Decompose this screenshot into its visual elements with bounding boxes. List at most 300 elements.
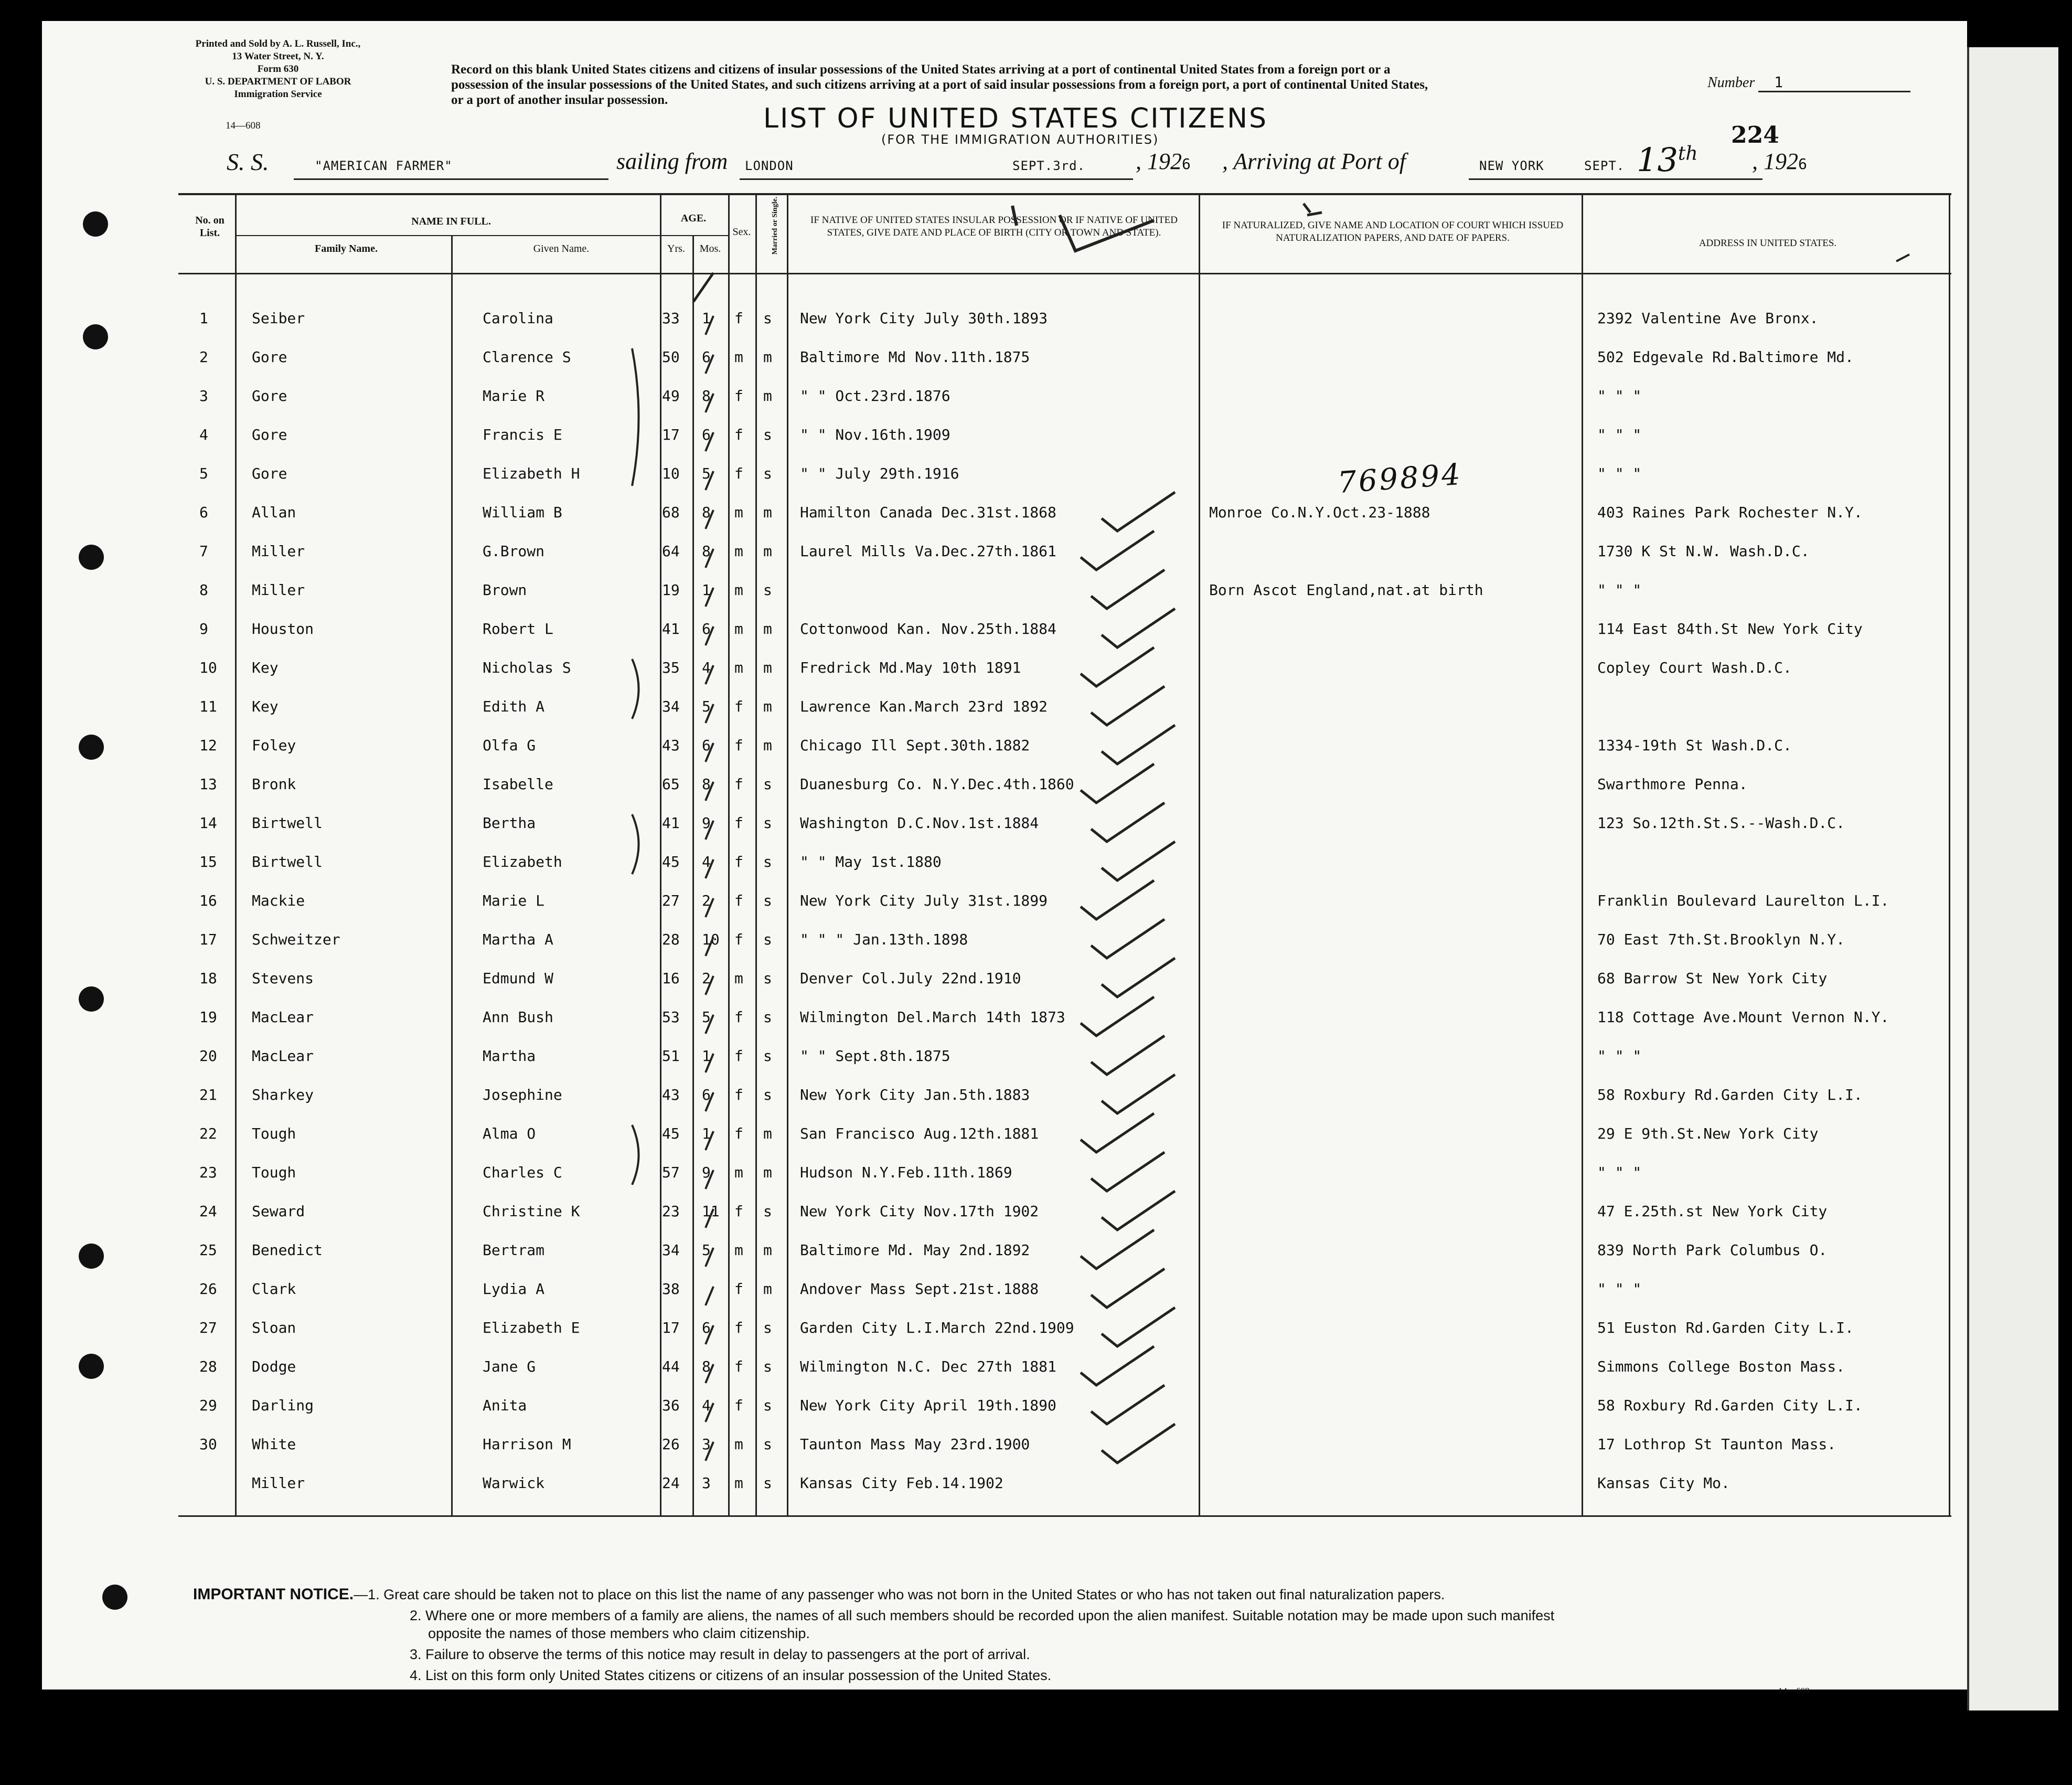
cell-yrs: 23 [662, 1203, 680, 1220]
cell-marital: s [763, 1319, 772, 1336]
cell-marital: s [763, 1047, 772, 1065]
cell-marital: s [763, 970, 772, 987]
cell-family: Mackie [252, 892, 305, 909]
pencil-checkmark [1081, 1230, 1154, 1269]
age-tick-mark [706, 937, 713, 956]
cell-marital: s [763, 775, 772, 793]
cell-yrs: 51 [662, 1047, 680, 1065]
cell-address: 58 Roxbury Rd.Garden City L.I. [1597, 1086, 1863, 1103]
header-family-name: Family Name. [315, 243, 378, 254]
pencil-checkmark [1081, 1346, 1154, 1385]
cell-birth: Taunton Mass May 23rd.1900 [800, 1436, 1030, 1453]
cell-no: 5 [199, 465, 208, 482]
cell-given: Olfa G [483, 737, 536, 754]
cell-marital: m [763, 1241, 772, 1259]
cell-no: 27 [199, 1319, 217, 1336]
cell-yrs: 16 [662, 970, 680, 987]
cell-sex: f [734, 387, 743, 405]
cell-family: Clark [252, 1280, 296, 1298]
header-yrs: Yrs. [667, 243, 685, 254]
cell-marital: s [763, 1397, 772, 1414]
cell-yrs: 53 [662, 1008, 680, 1026]
cell-marital: m [763, 387, 772, 405]
cell-mos: 5 [702, 1241, 711, 1259]
cell-address: 1730 K St N.W. Wash.D.C. [1597, 543, 1810, 560]
cell-given: Harrison M [483, 1436, 571, 1453]
cell-family: Miller [252, 543, 305, 560]
cell-given: Elizabeth E [483, 1319, 580, 1336]
cell-given: Nicholas S [483, 659, 571, 676]
cell-given: Brown [483, 581, 527, 599]
cell-mos: 3 [702, 1474, 711, 1492]
cell-given: Charles C [483, 1164, 562, 1181]
header-mos: Mos. [699, 243, 721, 254]
cell-mos: 2 [702, 892, 711, 909]
cell-sex: f [734, 931, 743, 948]
cell-marital: s [763, 1474, 772, 1492]
cell-address: " " " [1597, 426, 1642, 443]
cell-family: Tough [252, 1164, 296, 1181]
cell-mos: 4 [702, 659, 711, 676]
cell-family: Sharkey [252, 1086, 314, 1103]
cell-family: Allan [252, 504, 296, 521]
important-notice [193, 1586, 1554, 1684]
cell-mos: 1 [702, 581, 711, 599]
cell-family: Key [252, 659, 279, 676]
cell-no: 6 [199, 504, 208, 521]
age-tick-mark [706, 432, 713, 451]
age-tick-mark [706, 859, 713, 878]
pencil-checkmark [1102, 609, 1175, 647]
cell-family: Foley [252, 737, 296, 754]
cell-address: Franklin Boulevard Laurelton L.I. [1597, 892, 1889, 909]
cell-yrs: 34 [662, 698, 680, 715]
cell-marital: m [763, 504, 772, 521]
cell-address: Copley Court Wash.D.C. [1597, 659, 1792, 676]
cell-address: 1334-19th St Wash.D.C. [1597, 737, 1792, 754]
cell-given: Marie L [483, 892, 545, 909]
cell-no: 29 [199, 1397, 217, 1414]
cell-mos: 5 [702, 465, 711, 482]
cell-address: " " " [1597, 1047, 1642, 1065]
cell-given: Marie R [483, 387, 545, 405]
age-tick-mark [706, 394, 713, 412]
cell-sex: f [734, 1280, 743, 1298]
cell-birth: " " Oct.23rd.1876 [800, 387, 950, 405]
pencil-checkmark [1081, 997, 1154, 1036]
pencil-checkmark [1091, 686, 1165, 725]
cell-family: Stevens [252, 970, 314, 987]
pencil-checkmark [1102, 842, 1175, 880]
cell-yrs: 38 [662, 1280, 680, 1298]
cell-birth: Fredrick Md.May 10th 1891 [800, 659, 1021, 676]
cell-family: MacLear [252, 1047, 314, 1065]
cell-sex: f [734, 465, 743, 482]
cell-no: 3 [199, 387, 208, 405]
cell-given: Jane G [483, 1358, 536, 1375]
cell-no: 13 [199, 775, 217, 793]
cell-family: Seward [252, 1203, 305, 1220]
cell-mos: 6 [702, 426, 711, 443]
family-bracket [632, 814, 639, 874]
cell-mos: 8 [702, 504, 711, 521]
cell-no: 20 [199, 1047, 217, 1065]
cell-family: Sloan [252, 1319, 296, 1336]
cell-no: 15 [199, 853, 217, 870]
cell-birth: San Francisco Aug.12th.1881 [800, 1125, 1039, 1142]
cell-birth: Cottonwood Kan. Nov.25th.1884 [800, 620, 1056, 638]
cell-yrs: 17 [662, 1319, 680, 1336]
age-tick-mark [706, 1364, 713, 1383]
cell-address: Swarthmore Penna. [1597, 775, 1748, 793]
sailing-label: sailing from [616, 148, 728, 174]
cell-no: 17 [199, 931, 217, 948]
cell-birth: New York City July 30th.1893 [800, 310, 1048, 327]
cell-address: 839 North Park Columbus O. [1597, 1241, 1828, 1259]
printer-block: Printed and Sold by A. L. Russell, Inc., 13 Water Street, N. Y. Form 630 U. S. DEPARTMENT OF LABOR Immigration Service [195, 38, 361, 100]
pencil-checkmark [1091, 1385, 1165, 1424]
cell-no: 25 [199, 1241, 217, 1259]
age-tick-mark [706, 510, 713, 529]
cell-address: 2392 Valentine Ave Bronx. [1597, 310, 1819, 327]
cell-birth: Baltimore Md. May 2nd.1892 [800, 1241, 1030, 1259]
cell-birth: Duanesburg Co. N.Y.Dec.4th.1860 [800, 775, 1074, 793]
cell-given: Anita [483, 1397, 527, 1414]
cell-birth: Garden City L.I.March 22nd.1909 [800, 1319, 1074, 1336]
age-tick-mark [706, 1170, 713, 1189]
cell-sex: f [734, 1203, 743, 1220]
cell-birth: " " July 29th.1916 [800, 465, 959, 482]
pencil-checkmark [1081, 647, 1154, 686]
cell-no: 24 [199, 1203, 217, 1220]
cell-no: 23 [199, 1164, 217, 1181]
age-tick-mark [706, 1209, 713, 1228]
age-tick-mark [706, 1325, 713, 1344]
cell-marital: s [763, 931, 772, 948]
cell-mos: 8 [702, 1358, 711, 1375]
pencil-checkmark [1102, 492, 1175, 531]
cell-no: 26 [199, 1280, 217, 1298]
header-sex: Sex. [732, 226, 751, 238]
cell-birth: New York City Jan.5th.1883 [800, 1086, 1030, 1103]
month-to: SEPT. [1584, 158, 1625, 173]
cell-family: Gore [252, 348, 287, 366]
cell-mos: 6 [702, 737, 711, 754]
cell-family: Miller [252, 581, 305, 599]
cell-birth: Lawrence Kan.March 23rd 1892 [800, 698, 1048, 715]
cell-marital: m [763, 737, 772, 754]
cell-naturalized: Born Ascot England,nat.at birth [1209, 581, 1483, 599]
cell-family: Schweitzer [252, 931, 340, 948]
cell-marital: m [763, 1125, 772, 1142]
cell-no: 12 [199, 737, 217, 754]
family-bracket [632, 348, 639, 486]
pencil-checkmark [1102, 1308, 1175, 1346]
cell-given: Edmund W [483, 970, 553, 987]
cell-yrs: 35 [662, 659, 680, 676]
cell-yrs: 41 [662, 620, 680, 638]
year-from: , 1926 [1136, 148, 1191, 174]
cell-birth: " " Sept.8th.1875 [800, 1047, 950, 1065]
cell-given: Edith A [483, 698, 545, 715]
cell-address: 68 Barrow St New York City [1597, 970, 1828, 987]
cell-sex: m [734, 1436, 743, 1453]
cell-given: Christine K [483, 1203, 580, 1220]
header-name-in-full: NAME IN FULL. [411, 216, 491, 227]
cell-family: Darling [252, 1397, 314, 1414]
cell-marital: m [763, 1164, 772, 1181]
cell-given: Alma O [483, 1125, 536, 1142]
cell-mos: 9 [702, 814, 711, 832]
cell-birth: " " " Jan.13th.1898 [800, 931, 968, 948]
cell-family: Bronk [252, 775, 296, 793]
cell-yrs: 26 [662, 1436, 680, 1453]
cell-marital: s [763, 465, 772, 482]
cell-yrs: 43 [662, 1086, 680, 1103]
cell-birth: Hudson N.Y.Feb.11th.1869 [800, 1164, 1012, 1181]
handwritten-number: 769894 [1337, 457, 1464, 501]
age-tick-mark [706, 549, 713, 568]
cell-address: 17 Lothrop St Taunton Mass. [1597, 1436, 1836, 1453]
age-tick-mark [706, 1092, 713, 1111]
cell-no: 10 [199, 659, 217, 676]
cell-family: Houston [252, 620, 314, 638]
cell-sex: f [734, 737, 743, 754]
cell-mos: 8 [702, 387, 711, 405]
cell-sex: f [734, 310, 743, 327]
cell-no: 21 [199, 1086, 217, 1103]
cell-given: Lydia A [483, 1280, 545, 1298]
pencil-checkmark [1081, 1113, 1154, 1152]
cell-family: Dodge [252, 1358, 296, 1375]
cell-marital: m [763, 620, 772, 638]
cell-yrs: 50 [662, 348, 680, 366]
age-tick-mark [706, 1287, 713, 1305]
cell-address: Kansas City Mo. [1597, 1474, 1730, 1492]
cell-family: Gore [252, 426, 287, 443]
cell-given: Josephine [483, 1086, 562, 1103]
page-title: LIST OF UNITED STATES CITIZENS [763, 103, 1268, 134]
pencil-checkmark [1102, 1424, 1175, 1463]
cell-no: 2 [199, 348, 208, 366]
cell-birth: Hamilton Canada Dec.31st.1868 [800, 504, 1056, 521]
cell-mos: 8 [702, 775, 711, 793]
pencil-checkmark [1091, 803, 1165, 842]
header-given-name: Given Name. [533, 243, 590, 254]
cell-yrs: 19 [662, 581, 680, 599]
cell-marital: s [763, 426, 772, 443]
cell-given: Elizabeth H [483, 465, 580, 482]
header-address: ADDRESS IN UNITED STATES. [1699, 238, 1837, 249]
header-no-on-list: No. on List. [195, 215, 225, 239]
cell-no: 30 [199, 1436, 217, 1453]
age-tick-mark [706, 626, 713, 645]
cell-address: 123 So.12th.St.S.--Wash.D.C. [1597, 814, 1845, 832]
port-to: NEW YORK [1479, 158, 1544, 173]
age-tick-mark [706, 355, 713, 374]
cell-sex: f [734, 814, 743, 832]
record-instructions: Record on this blank United States citizens and citizens of insular possessions of the United States arriving at a port of continental United States from a foreign port or a possession of the insular possessions of the United States, and such citizens arriving at a port of said insular possessions from a foreign port, a port of continental United States, or a port of another insular possession. [451, 62, 1428, 107]
ss-label: S. S. [227, 148, 269, 175]
cell-given: Carolina [483, 310, 553, 327]
cell-sex: m [734, 659, 743, 676]
cell-marital: s [763, 581, 772, 599]
age-tick-mark [706, 976, 713, 995]
date-from: SEPT.3rd. [1012, 158, 1086, 173]
cell-sex: m [734, 1241, 743, 1259]
cell-address: 70 East 7th.St.Brooklyn N.Y. [1597, 931, 1845, 948]
cell-yrs: 33 [662, 310, 680, 327]
cell-sex: f [734, 1125, 743, 1142]
header-birth: IF NATIVE OF UNITED STATES INSULAR POSSESSION OR IF NATIVE OF UNITED STATES, GIVE DATE AND PLACE OF BIRTH (CITY OR TOWN AND STATE). [810, 215, 1178, 238]
cell-no: 1 [199, 310, 208, 327]
cell-mos: 3 [702, 1436, 711, 1453]
cell-family: Gore [252, 465, 287, 482]
cell-marital: s [763, 1086, 772, 1103]
year-to: , 1926 [1752, 148, 1807, 174]
cell-address: " " " [1597, 387, 1642, 405]
cell-yrs: 41 [662, 814, 680, 832]
age-tick-mark [706, 1248, 713, 1267]
cell-no: 8 [199, 581, 208, 599]
cell-family: Miller [252, 1474, 305, 1492]
cell-given: Clarence S [483, 348, 571, 366]
cell-address: " " " [1597, 1280, 1642, 1298]
cell-given: Martha A [483, 931, 553, 948]
cell-address: 118 Cottage Ave.Mount Vernon N.Y. [1597, 1008, 1889, 1026]
cell-naturalized: Monroe Co.N.Y.Oct.23-1888 [1209, 504, 1430, 521]
pencil-checkmark [1091, 1152, 1165, 1191]
cell-birth: Wilmington N.C. Dec 27th 1881 [800, 1358, 1056, 1375]
cell-yrs: 44 [662, 1358, 680, 1375]
cell-family: Birtwell [252, 853, 323, 870]
cell-family: Key [252, 698, 279, 715]
notice-heading: IMPORTANT NOTICE. [193, 1586, 354, 1603]
cell-birth: Denver Col.July 22nd.1910 [800, 970, 1021, 987]
cell-family: MacLear [252, 1008, 314, 1026]
family-bracket [632, 659, 639, 719]
cell-family: Gore [252, 387, 287, 405]
page-subtitle: (FOR THE IMMIGRATION AUTHORITIES) [881, 132, 1159, 147]
cell-birth: Andover Mass Sept.21st.1888 [800, 1280, 1039, 1298]
cell-mos: 1 [702, 1125, 711, 1142]
punch-hole [102, 1585, 127, 1610]
age-tick-mark [706, 471, 713, 490]
cell-yrs: 45 [662, 1125, 680, 1142]
cell-no: 16 [199, 892, 217, 909]
cell-family: Seiber [252, 310, 305, 327]
cell-birth: " " Nov.16th.1909 [800, 426, 950, 443]
cell-sex: f [734, 1086, 743, 1103]
pencil-checkmark [1102, 958, 1175, 997]
cell-address: 29 E 9th.St.New York City [1597, 1125, 1819, 1142]
cell-given: William B [483, 504, 562, 521]
cell-marital: m [763, 1280, 772, 1298]
notice-item-3: 3. Failure to observe the terms of this notice may result in delay to passengers at the port of arrival. [410, 1646, 1030, 1662]
notice-item-2a: 2. Where one or more members of a family are aliens, the names of all such members should be recorded upon the alien manifest. Suitable notation may be made upon such manifest [410, 1608, 1555, 1623]
pencil-checkmark [1081, 880, 1154, 919]
cell-given: Martha [483, 1047, 536, 1065]
arrival-day: 13th [1637, 141, 1698, 179]
cell-birth: Washington D.C.Nov.1st.1884 [800, 814, 1039, 832]
age-tick-mark [706, 316, 713, 335]
cell-yrs: 17 [662, 426, 680, 443]
cell-address: 58 Roxbury Rd.Garden City L.I. [1597, 1397, 1863, 1414]
cell-mos: 9 [702, 1164, 711, 1181]
cell-mos: 4 [702, 853, 711, 870]
port-from: LONDON [745, 158, 794, 173]
cell-address: 114 East 84th.St New York City [1597, 620, 1863, 638]
cell-yrs: 45 [662, 853, 680, 870]
cell-yrs: 27 [662, 892, 680, 909]
cell-mos: 10 [702, 931, 720, 948]
cell-sex: f [734, 775, 743, 793]
header-married-single: Married or Single. [771, 196, 779, 255]
cell-birth: Kansas City Feb.14.1902 [800, 1474, 1003, 1492]
cell-sex: m [734, 970, 743, 987]
cell-sex: f [734, 853, 743, 870]
cell-yrs: 49 [662, 387, 680, 405]
cell-marital: m [763, 348, 772, 366]
cell-sex: m [734, 1164, 743, 1181]
cell-given: Elizabeth [483, 853, 562, 870]
pencil-checkmark [1091, 919, 1165, 958]
cell-yrs: 43 [662, 737, 680, 754]
cell-address: Simmons College Boston Mass. [1597, 1358, 1845, 1375]
cell-no: 18 [199, 970, 217, 987]
cell-sex: m [734, 504, 743, 521]
cell-marital: s [763, 853, 772, 870]
cell-address: 51 Euston Rd.Garden City L.I. [1597, 1319, 1854, 1336]
cell-mos: 6 [702, 1086, 711, 1103]
cell-address: " " " [1597, 465, 1642, 482]
pencil-checkmark [1091, 1036, 1165, 1075]
age-tick-mark [706, 1403, 713, 1422]
cell-mos: 8 [702, 543, 711, 560]
cell-no: 22 [199, 1125, 217, 1142]
cell-marital: s [763, 1436, 772, 1453]
cell-sex: m [734, 348, 743, 366]
cell-mos: 6 [702, 348, 711, 366]
list-number-label: Number [1707, 75, 1755, 91]
notice-item-4: 4. List on this form only United States citizens or citizens of an insular possession of the United States. [410, 1667, 1052, 1683]
cell-given: Robert L [483, 620, 553, 638]
cell-given: Francis E [483, 426, 562, 443]
cell-marital: m [763, 698, 772, 715]
cell-address: " " " [1597, 1164, 1642, 1181]
age-tick-mark [706, 588, 713, 607]
cell-marital: s [763, 814, 772, 832]
cell-address: 47 E.25th.st New York City [1597, 1203, 1828, 1220]
cell-given: Warwick [483, 1474, 545, 1492]
cell-address: 502 Edgevale Rd.Baltimore Md. [1597, 348, 1854, 366]
notice-item-1: —1. Great care should be taken not to place on this list the name of any passenger who was not born in the United States or who has not taken out final naturalization papers. [354, 1587, 1445, 1602]
cell-yrs: 36 [662, 1397, 680, 1414]
cell-given: Ann Bush [483, 1008, 553, 1026]
cell-marital: s [763, 1203, 772, 1220]
cell-yrs: 57 [662, 1164, 680, 1181]
header-naturalized: IF NATURALIZED, GIVE NAME AND LOCATION OF COURT WHICH ISSUED NATURALIZATION PAPERS, AND DATE OF PAPERS. [1222, 220, 1564, 243]
cell-sex: f [734, 1008, 743, 1026]
cell-sex: f [734, 1397, 743, 1414]
cell-sex: f [734, 1358, 743, 1375]
age-tick-mark [706, 743, 713, 762]
age-tick-mark [706, 821, 713, 840]
cell-birth: New York City Nov.17th 1902 [800, 1203, 1039, 1220]
form-code: 14—608 [226, 120, 261, 131]
cell-birth: New York City April 19th.1890 [800, 1397, 1056, 1414]
cell-sex: f [734, 1047, 743, 1065]
